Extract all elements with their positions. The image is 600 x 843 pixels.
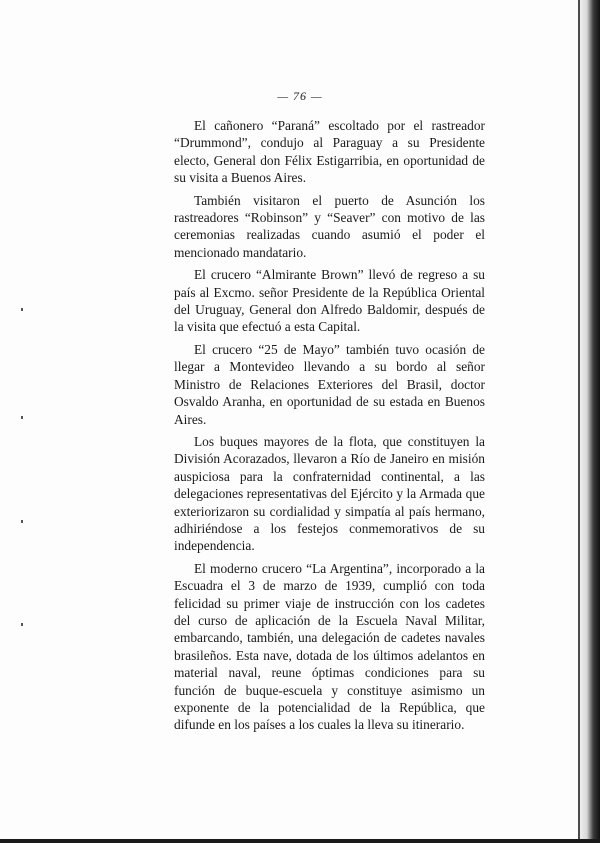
- paragraph: El crucero “Almirante Brown” llevó de regreso a su país al Excmo. señor Presidente de la República Oriental del Uruguay, General don Alfredo Baldomir, después de la visita que efectuó a esta Capital.: [174, 267, 485, 335]
- body-text: [174, 117, 485, 739]
- scan-mark: [21, 308, 23, 311]
- page-bottom-edge: [0, 839, 600, 843]
- page-number: — 76 —: [277, 89, 323, 103]
- paragraph: El moderno crucero “La Argentina”, incorporado a la Escuadra el 3 de marzo de 1939, cumplió con toda felicidad su primer viaje de instrucción con los cadetes del curso de aplicación de la Escuela Naval Militar, embarcando, también, una delegación de cadetes navales brasileños. Esta nave, dotada de los últimos adelantos en material naval, reune óptimas condiciones para su función de buque-escuela y constituye asimismo un exponente de la potencialidad de la República, que difunde en los países a los cuales la lleva su itinerario.: [174, 560, 485, 733]
- paragraph: También visitaron el puerto de Asunción los rastreadores “Robinson” y “Seaver” con motivo de las ceremonias realizadas cuando asumió el poder el mencionado mandatario.: [174, 192, 485, 260]
- scan-mark: [21, 416, 23, 419]
- scan-mark: [21, 623, 23, 626]
- page-edge-line: [578, 0, 580, 843]
- paragraph: El cañonero “Paraná” escoltado por el rastreador “Drummond”, condujo al Paraguay a su Presidente electo, General don Félix Estigarribia, en oportunidad de su visita a Buenos Aires.: [174, 118, 485, 186]
- scan-mark: [21, 520, 23, 523]
- paragraph: Los buques mayores de la flota, que constituyen la División Acorazados, llevaron a Río de Janeiro en misión auspiciosa para la confraternidad continental, a las delegaciones representativas del Ejército y la Armada que exteriorizaron su cordialidad y simpatía al país hermano, adhiriéndose a los festejos conmemorativos de su independencia.: [174, 433, 485, 554]
- page-binding-shadow: [578, 0, 600, 843]
- paragraph: El crucero “25 de Mayo” también tuvo ocasión de llegar a Montevideo llevando a su bordo al señor Ministro de Relaciones Exteriores del Brasil, doctor Osvaldo Aranha, en oportunidad de su estada en Buenos Aires.: [174, 341, 485, 427]
